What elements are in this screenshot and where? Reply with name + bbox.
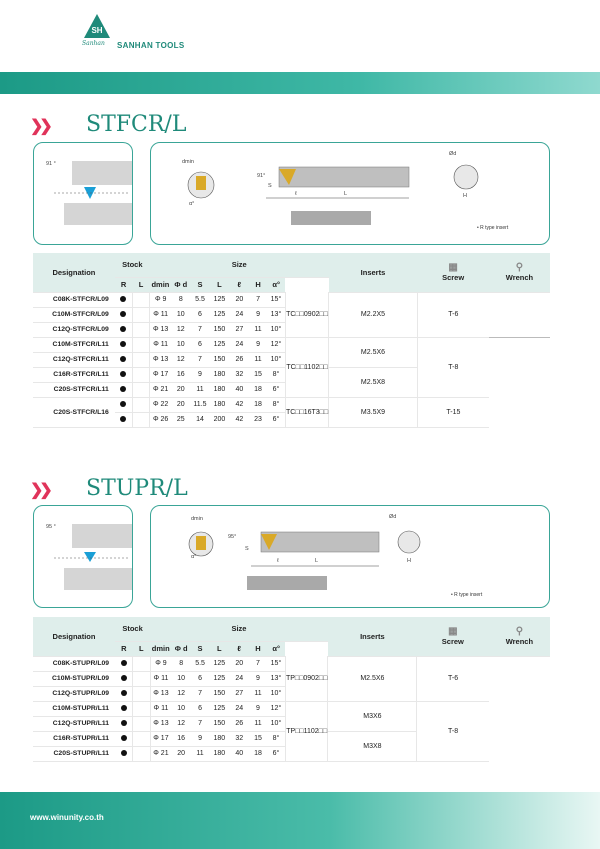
H-cell: 23 [249,412,267,427]
dmin-cell: Φ 21 [150,746,171,761]
chevron-icon: ❯❯ [30,118,49,135]
col-l: L [132,277,149,292]
alpha-cell: 8° [267,731,285,746]
stock-r [115,322,133,337]
insert-cell: TP□□1102□□ [285,701,327,761]
col-ell: ℓ [230,277,250,292]
L-cell: 180 [209,746,229,761]
stock-dot [120,401,126,407]
designation-cell: C10M-STUPR/L11 [33,701,115,716]
s-label: S [268,183,272,189]
stock-l [132,337,149,352]
col-s: S [191,277,210,292]
H-cell: 9 [249,701,267,716]
dmin-cell: Φ 17 [150,367,171,382]
dmin-label: dmin [191,516,203,522]
L-cell: 180 [209,367,229,382]
L-cell: 125 [209,656,229,671]
L-cell: 200 [209,412,229,427]
stock-l [133,731,150,746]
alpha-cell: 13° [267,307,285,322]
d-cell: 10 [171,337,191,352]
s-cell: 11.5 [191,397,210,412]
col-inserts: Inserts [328,617,417,656]
s-cell: 6 [191,307,210,322]
d-cell: 16 [171,367,191,382]
wrench-cell: T-8 [417,337,489,397]
col-screw [417,253,489,292]
designation-cell: C12Q-STUPR/L09 [33,686,115,701]
ell-cell: 26 [229,716,249,731]
tool-drawing [150,142,550,245]
d-cell: 16 [171,731,191,746]
screw-cell: M3X6 [328,701,417,731]
col-stock: Stock [115,617,150,641]
dmin-cell: Φ 13 [150,716,171,731]
s-cell: 11 [191,382,210,397]
dmin-cell: Φ 13 [150,322,171,337]
stock-dot [121,720,127,726]
d-cell: 10 [171,671,191,686]
s-cell: 14 [191,412,210,427]
dmin-cell: Φ 11 [150,701,171,716]
col-size: Size [150,617,328,641]
wrench-cell: T-8 [417,701,489,761]
angle-drawing [34,143,132,244]
d-cell: 20 [171,397,191,412]
page-header [0,0,600,72]
ell-cell: 27 [229,686,249,701]
stock-dot [121,690,127,696]
dmin-cell: Φ 9 [150,656,171,671]
stock-r [115,656,133,671]
s-cell: 7 [191,686,209,701]
wrench-label: Wrench [505,637,534,647]
dmin-cell: Φ 21 [150,382,171,397]
col-size: Size [150,253,329,277]
ell-cell: 24 [230,337,250,352]
screw-cell: M3.5X9 [329,397,418,427]
H-cell: 9 [249,671,267,686]
stock-dot [120,341,126,347]
ell-cell: 32 [230,367,250,382]
col-l: L [133,641,150,656]
stock-r [115,397,133,412]
stock-dot [120,326,126,332]
screw-cell: M2.5X6 [329,337,418,367]
stock-r [115,337,133,352]
dmin-cell: Φ 17 [150,731,171,746]
wrench-icon: ⚲ [515,262,524,274]
H-cell: 15 [249,731,267,746]
stock-l [133,716,150,731]
ell-cell: 26 [230,352,250,367]
stock-l [132,412,149,427]
stock-l [132,397,149,412]
stock-l [133,686,150,701]
col-h: H [249,641,267,656]
spec-table [33,253,550,428]
stock-dot [120,311,126,317]
r-type-note: • R type insert [477,225,509,231]
col-ell: ℓ [229,641,249,656]
screw-label: Screw [442,273,465,283]
col-h: H [249,277,267,292]
stock-l [132,322,149,337]
H-cell: 9 [249,337,267,352]
H-cell: 18 [249,382,267,397]
insert-cell: TC□□0902□□ [285,292,328,337]
designation-cell: C12Q-STUPR/L11 [33,716,115,731]
tool-drawing [150,505,550,608]
L-cell: 125 [209,671,229,686]
L-cell: 125 [209,292,229,307]
stock-dot [121,675,127,681]
alpha-cell: 10° [267,352,285,367]
ell-cell: 20 [230,292,250,307]
insert-cell: TP□□0902□□ [285,656,327,701]
alpha-cell: 10° [267,322,285,337]
alpha-cell: 6° [267,412,285,427]
angle-label: 91 ° [46,161,56,167]
stock-r [115,716,133,731]
angle-drawing [34,506,132,607]
wrench-cell: T-15 [417,397,489,427]
col-designation: Designation [33,617,115,656]
angle-label: 95 ° [46,524,56,530]
stock-r [115,382,133,397]
col-stock: Stock [115,253,150,277]
s-cell: 7 [191,322,210,337]
H-cell: 11 [249,716,267,731]
d-cell: 20 [171,382,191,397]
stock-dot [121,750,127,756]
logo-script: Sanhan [82,40,105,47]
col-Lc: L [209,277,229,292]
H-cell: 11 [249,352,267,367]
designation-cell: C16R-STFCR/L11 [33,367,115,382]
H-cell: 18 [249,397,267,412]
stock-dot [121,735,127,741]
alpha-cell: 8° [267,367,285,382]
s-cell: 5.5 [191,292,210,307]
table-row [33,292,550,307]
insert-cell: TC□□1102□□ [285,337,328,397]
ell-cell: 27 [230,322,250,337]
stock-dot [120,296,126,302]
s-cell: 9 [191,731,209,746]
H-cell: 18 [249,746,267,761]
col-alpha: α° [267,641,285,656]
alpha-cell: 10° [267,716,285,731]
alpha-label: α° [189,201,195,207]
screw-cell: M2.2X5 [329,292,418,337]
H-label: H [463,193,467,199]
designation-cell: C16R-STUPR/L11 [33,731,115,746]
designation-cell: C10M-STFCR/L09 [33,307,115,322]
s-cell: 9 [191,367,210,382]
stock-l [133,701,150,716]
s-cell: 6 [191,337,210,352]
wrench-cell: T-6 [417,656,489,701]
designation-cell: C12Q-STFCR/L09 [33,322,115,337]
insert-cell: TC□□16T3□□ [285,397,328,427]
designation-cell: C20S-STFCR/L16 [33,397,115,427]
dmin-cell: Φ 11 [150,337,171,352]
col-wrench [489,617,550,656]
alpha-cell: 6° [267,382,285,397]
ell-cell: 24 [230,307,250,322]
L-label: L [344,191,348,197]
L-cell: 180 [209,382,229,397]
ell-cell: 24 [229,701,249,716]
angle-label: 95° [228,534,237,540]
stock-r [115,686,133,701]
alpha-cell: 15° [267,656,285,671]
stock-l [132,292,149,307]
od-label: Ød [389,514,397,520]
alpha-cell: 8° [267,397,285,412]
d-cell: 12 [171,716,191,731]
screw-label: Screw [441,637,464,647]
angle-diagram [33,505,133,608]
stock-l [133,671,150,686]
stock-l [133,656,150,671]
col-designation: Designation [33,253,115,292]
H-cell: 11 [249,686,267,701]
alpha-cell: 6° [267,746,285,761]
H-cell: 11 [249,322,267,337]
dmin-cell: Φ 22 [150,397,171,412]
s-cell: 11 [191,746,209,761]
H-cell: 9 [249,307,267,322]
designation-cell: C10M-STUPR/L09 [33,671,115,686]
ell-cell: 40 [230,382,250,397]
designation-cell: C08K-STUPR/L09 [33,656,115,671]
dmin-cell: Φ 11 [150,671,171,686]
dmin-label: dmin [182,159,194,165]
col-wrench [489,253,550,292]
section-title: STUPR/L [86,476,188,501]
d-cell: 8 [171,656,191,671]
L-cell: 125 [209,307,229,322]
dmin-cell: Φ 13 [150,352,171,367]
ell-cell: 32 [229,731,249,746]
s-cell: 7 [191,716,209,731]
stock-dot [120,356,126,362]
L-cell: 150 [209,686,229,701]
wrench-label: Wrench [505,273,534,283]
brand-name: SANHAN TOOLS [117,41,185,50]
stock-l [132,382,149,397]
L-cell: 150 [209,716,229,731]
alpha-cell: 13° [267,671,285,686]
header-band [0,72,600,94]
col-dmin: dmin [150,641,171,656]
tool-svg [151,506,549,607]
H-cell: 7 [249,656,267,671]
alpha-cell: 10° [267,686,285,701]
designation-cell: C08K-STFCR/L09 [33,292,115,307]
stock-dot [121,705,127,711]
stock-dot [120,416,126,422]
designation-cell: C10M-STFCR/L11 [33,337,115,352]
col-dmin: dmin [150,277,171,292]
s-cell: 5.5 [191,656,209,671]
ell-cell: 24 [229,671,249,686]
L-cell: 150 [209,352,229,367]
col-inserts: Inserts [329,253,418,292]
dmin-cell: Φ 9 [150,292,171,307]
L-cell: 180 [209,397,229,412]
stock-r [115,352,133,367]
col-phid: Φ d [171,641,191,656]
stock-r [115,701,133,716]
footer-url[interactable]: www.winunity.co.th [30,813,104,822]
od-label: Ød [449,151,457,157]
table-row [33,656,550,671]
d-cell: 12 [171,686,191,701]
d-cell: 20 [171,746,191,761]
r-type-note: • R type insert [451,592,483,598]
col-s: S [191,641,209,656]
s-cell: 7 [191,352,210,367]
stock-r [115,412,133,427]
dmin-cell: Φ 13 [150,686,171,701]
s-label: S [245,546,249,552]
table-row [33,337,550,352]
L-cell: 125 [209,701,229,716]
L-label: L [315,558,319,564]
s-cell: 6 [191,671,209,686]
alpha-cell: 15° [267,292,285,307]
spec-table [33,617,550,762]
stock-dot [120,386,126,392]
stock-dot [121,660,127,666]
stock-r [115,746,133,761]
stock-l [132,367,149,382]
ell-label: ℓ [295,191,297,197]
logo-initials: SH [91,26,103,35]
d-cell: 25 [171,412,191,427]
H-cell: 15 [249,367,267,382]
angle-diagram [33,142,133,245]
L-cell: 125 [209,337,229,352]
table-row [33,397,550,412]
screw-icon: ▦ [448,626,458,638]
designation-cell: C12Q-STFCR/L11 [33,352,115,367]
col-alpha: α° [267,277,285,292]
wrench-icon: ⚲ [515,626,524,638]
col-Lc: L [209,641,229,656]
ell-cell: 42 [230,397,250,412]
dmin-cell: Φ 26 [150,412,171,427]
stock-r [115,367,133,382]
d-cell: 12 [171,352,191,367]
stock-r [115,307,133,322]
H-label: H [407,558,411,564]
stock-r [115,671,133,686]
col-phid: Φ d [171,277,191,292]
ell-cell: 42 [230,412,250,427]
wrench-cell: T-6 [417,292,489,337]
alpha-cell: 12° [267,701,285,716]
d-cell: 10 [171,701,191,716]
col-r: R [115,641,133,656]
L-cell: 150 [209,322,229,337]
stock-l [132,307,149,322]
designation-cell: C20S-STUPR/L11 [33,746,115,761]
H-cell: 7 [249,292,267,307]
dmin-cell: Φ 11 [150,307,171,322]
ell-cell: 40 [229,746,249,761]
screw-cell: M3X8 [328,731,417,761]
ell-cell: 20 [229,656,249,671]
col-r: R [115,277,133,292]
col-screw [417,617,489,656]
table-row [33,701,550,716]
section-title: STFCR/L [86,112,187,137]
stock-r [115,731,133,746]
screw-cell: M2.5X8 [329,367,418,397]
alpha-cell: 12° [267,337,285,352]
L-cell: 180 [209,731,229,746]
d-cell: 12 [171,322,191,337]
designation-cell: C20S-STFCR/L11 [33,382,115,397]
angle-label: 91° [257,173,266,179]
ell-label: ℓ [277,558,279,564]
d-cell: 10 [171,307,191,322]
chevron-icon: ❯❯ [30,482,49,499]
screw-icon: ▦ [448,262,458,274]
d-cell: 8 [171,292,191,307]
screw-cell: M2.5X6 [328,656,417,701]
stock-l [132,352,149,367]
alpha-label: α° [191,554,197,560]
stock-l [133,746,150,761]
stock-r [115,292,133,307]
stock-dot [120,371,126,377]
s-cell: 6 [191,701,209,716]
